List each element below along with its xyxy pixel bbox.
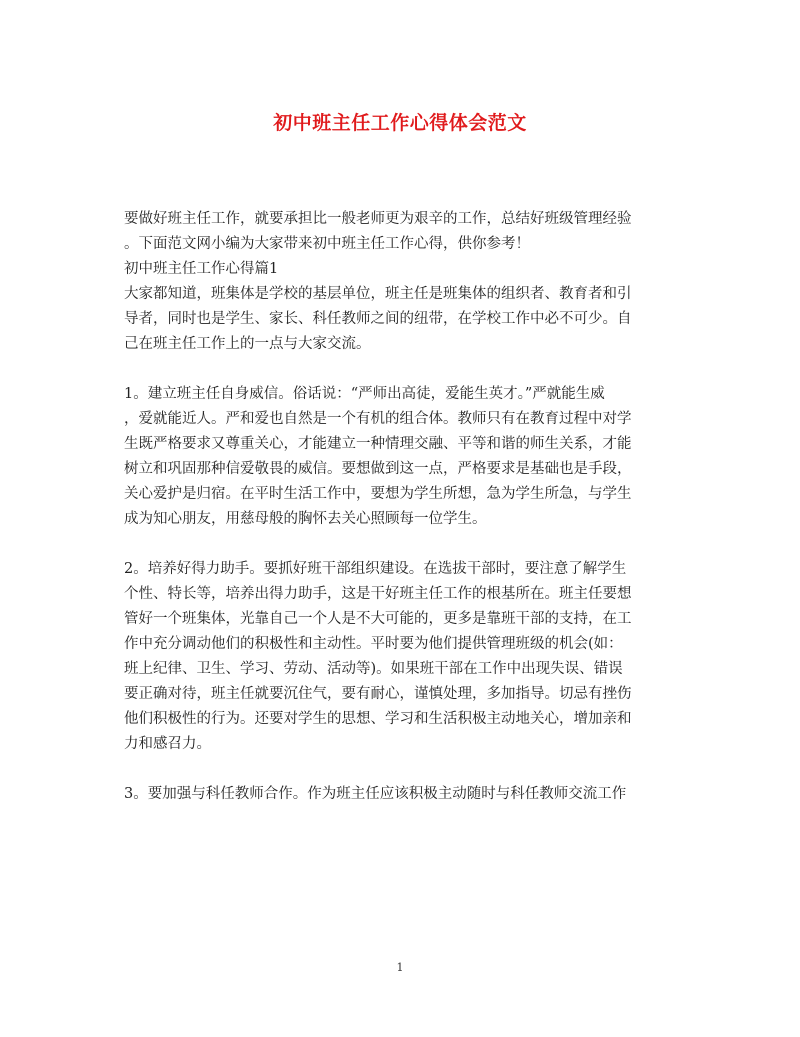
body-line: 2。培养好得力助手。要抓好班干部组织建设。在选拔干部时，要注意了解学生: [124, 561, 627, 577]
body-line: 1。建立班主任自身威信。俗话说：“严师出高徒，爱能生英才。”严就能生威: [124, 386, 605, 402]
paragraph-gap: [124, 357, 676, 382]
body-line: 己在班主任工作上的一点与大家交流。: [124, 336, 371, 352]
body-line: 导者，同时也是学生、家长、科任教师之间的纽带，在学校工作中必不可少。自: [124, 311, 632, 327]
body-line: 班上纪律、卫生、学习、劳动、活动等)。如果班干部在工作中出现失误、错误: [124, 661, 623, 677]
body-line: 管好一个班集体，光靠自己一个人是不大可能的，更多是靠班干部的支持，在工: [124, 611, 632, 627]
section-heading: 初中班主任工作心得篇1: [124, 261, 279, 277]
body-line: 他们积极性的行为。还要对学生的思想、学习和生活积极主动地关心，增加亲和: [124, 711, 632, 727]
document-title: 初中班主任工作心得体会范文: [273, 112, 527, 134]
body-line: 要做好班主任工作，就要承担比一般老师更为艰辛的工作，总结好班级管理经验: [124, 211, 632, 227]
body-line: ，爱就能近人。严和爱也自然是一个有机的组合体。教师只有在教育过程中对学: [124, 411, 632, 427]
paragraph-gap: [124, 757, 676, 782]
body-line: 作中充分调动他们的积极性和主动性。平时要为他们提供管理班级的机会(如：: [124, 636, 623, 652]
body-line: 大家都知道，班集体是学校的基层单位，班主任是班集体的组织者、教育者和引: [124, 286, 632, 302]
body-line: 成为知心朋友，用慈母般的胸怀去关心照顾每一位学生。: [124, 511, 487, 527]
body-line: 。下面范文网小编为大家带来初中班主任工作心得，供你参考！: [124, 236, 530, 252]
body-line: 生既严格要求又尊重关心，才能建立一种情理交融、平等和谐的师生关系，才能: [124, 436, 632, 452]
body-line: 3。要加强与科任教师合作。作为班主任应该积极主动随时与科任教师交流工作: [124, 786, 627, 802]
document-body: [124, 207, 676, 807]
body-line: 要正确对待，班主任就要沉住气，要有耐心，谨慎处理，多加指导。切忌有挫伤: [124, 686, 632, 702]
body-line: 关心爱护是归宿。在平时生活工作中，要想为学生所想，急为学生所急，与学生: [124, 486, 632, 502]
paragraph-gap: [124, 532, 676, 557]
body-line: 力和感召力。: [124, 736, 211, 752]
body-line: 树立和巩固那种信爱敬畏的威信。要想做到这一点，严格要求是基础也是手段，: [124, 461, 632, 477]
body-line: 个性、特长等，培养出得力助手，这是干好班主任工作的根基所在。班主任要想: [124, 586, 632, 602]
page-number: 1: [396, 961, 404, 974]
